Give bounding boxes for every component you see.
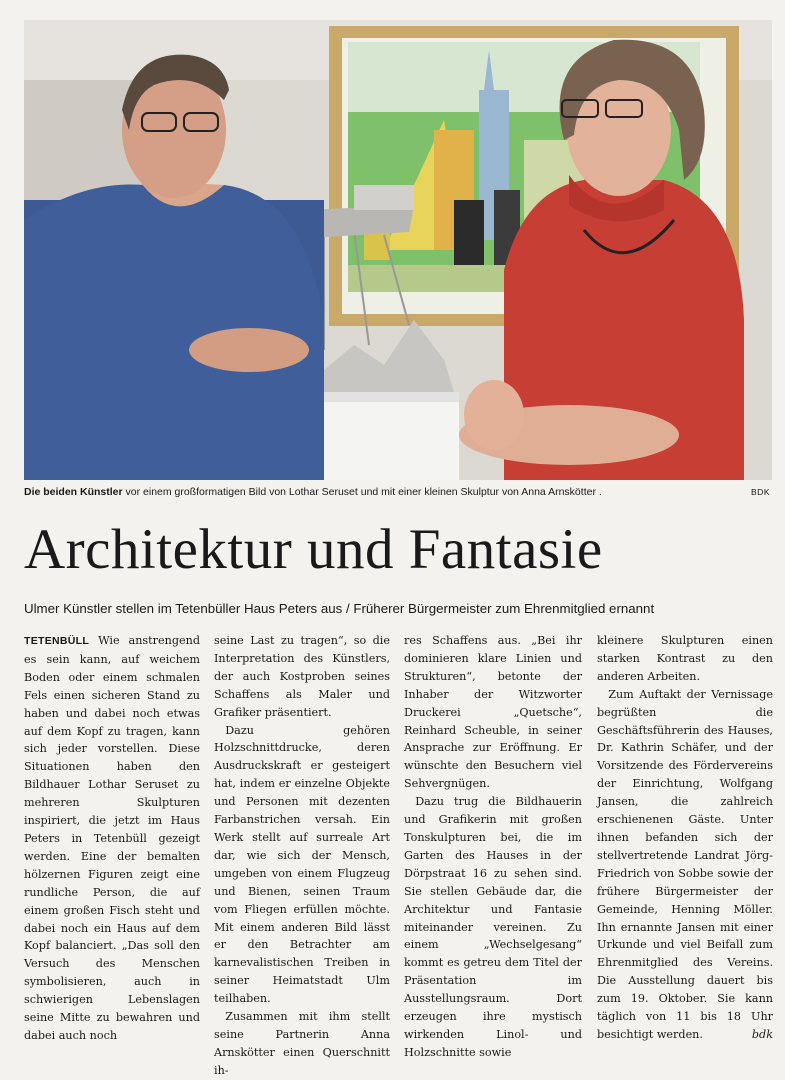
subheadline: Ulmer Künstler stellen im Tetenbüller Haus Peters aus / Früherer Bürgermeister zum Ehrenmitglied ernannt	[24, 601, 655, 616]
article-paragraph: TETENBÜLL Wie anstrengend es sein kann, auf weichem Boden oder einem schmalen Fels einen sicheren Stand zu haben und dabei noch etwas auf dem Kopf zu tragen, kann sich jeder vorstellen. Diese Situationen haben den Bildhauer Lothar Seruset zu mehreren Skulpturen inspiriert, die jetzt im Haus Peters in Tetenbüll gezeigt werden. Eine der bemalten hölzernen Figuren zeigt eine rundliche Person, die auf einem großen Fisch steht und dabei noch ein Haus auf dem Kopf balanciert. „Das soll den Versuch des Menschen symbolisieren, auch in schwierigen Lebenslagen seine Mitte zu bewahren und dabei auch noch	[24, 634, 200, 1042]
caption-text: vor einem großformatigen Bild von Lothar Seruset und mit einer kleinen Skulptur von Anna Arnskötter .	[122, 486, 602, 498]
article-paragraph: Zusammen mit ihm stellt seine Partnerin Anna Arnskötter einen Querschnitt ih-	[214, 1010, 390, 1077]
article-paragraph: seine Last zu tragen“, so die Interpretation des Künstlers, der auch Kostproben seines Schaffens als Maler und Grafiker präsentiert.	[214, 634, 390, 719]
article-paragraph: res Schaffens aus. „Bei ihr dominieren klare Linien und Strukturen“, betonte der Inhaber der Witzworter Druckerei „Quetsche“, Reinhard Scheuble, in seiner Ansprache zur Eröffnung. Er wünschte den Besuchern viel Sehvergnügen.	[404, 634, 582, 791]
article-column-2	[214, 632, 390, 1077]
article-paragraph: Zum Auftakt der Vernissage begrüßten die Geschäftsführerin des Hauses, Dr. Kathrin Schäfer, und der Vorsitzende des Fördervereins der Einrichtung, Wolfgang Jansen, die zahlreich erschienenen Gäste. Unter ihnen befanden sich der stellvertretende Landrat Jörg-Friedrich von Sobbe sowie der frühere Bürgermeister der Gemeinde, Henning Möller. Ihn ernannte Jansen mit einer Urkunde und viel Beifall zum Ehrenmitglied des Vereins. Die Ausstellung dauert bis zum 19. Oktober. Sie kann täglich von 11 bis 18 Uhr besichtigt werden.	[597, 687, 773, 1041]
article-column-4	[597, 632, 773, 1041]
article-paragraph: Dazu trug die Bildhauerin und Grafikerin mit großen Tonskulpturen bei, die im Garten des Hauses in der Dörpstraat 16 zu sehen sind. Sie stellen Gebäude dar, die Architektur und Fantasie miteinander vereinen. Zu einem „Wechselgesang“ kommt es getreu dem Titel der Präsentation im Ausstellungsraum. Dort erzeugen ihre mystisch wirkenden Linol- und Holzschnitte sowie	[404, 795, 582, 1059]
caption-lead: Die beiden Künstler	[24, 486, 123, 498]
article-photo	[24, 20, 772, 480]
author-initials: bdk	[751, 1027, 773, 1041]
photo-credit: BDK	[751, 487, 770, 497]
article-paragraph: Dazu gehören Holzschnittdrucke, deren Ausdruckskraft er gesteigert hat, indem er einzelne Objekte und Personen mit dezenten Farbanstrichen versah. Ein Werk stellt auf surreale Art dar, wie sich der Mensch, umgeben von einem Flugzeug und Bienen, seinen Traum vom Fliegen erfüllen möchte. Mit einem anderen Bild lässt er den Betrachter am karnevalistischen Treiben in seiner Heimatstadt Ulm teilhaben.	[214, 723, 390, 1006]
article-paragraph: kleinere Skulpturen einen starken Kontrast zu den anderen Arbeiten.	[597, 634, 773, 683]
dateline: TETENBÜLL	[24, 635, 90, 647]
headline: Architektur und Fantasie	[24, 518, 603, 581]
article-column-3	[404, 632, 582, 1059]
photo-caption	[24, 484, 772, 500]
article-column-1	[24, 632, 200, 1042]
